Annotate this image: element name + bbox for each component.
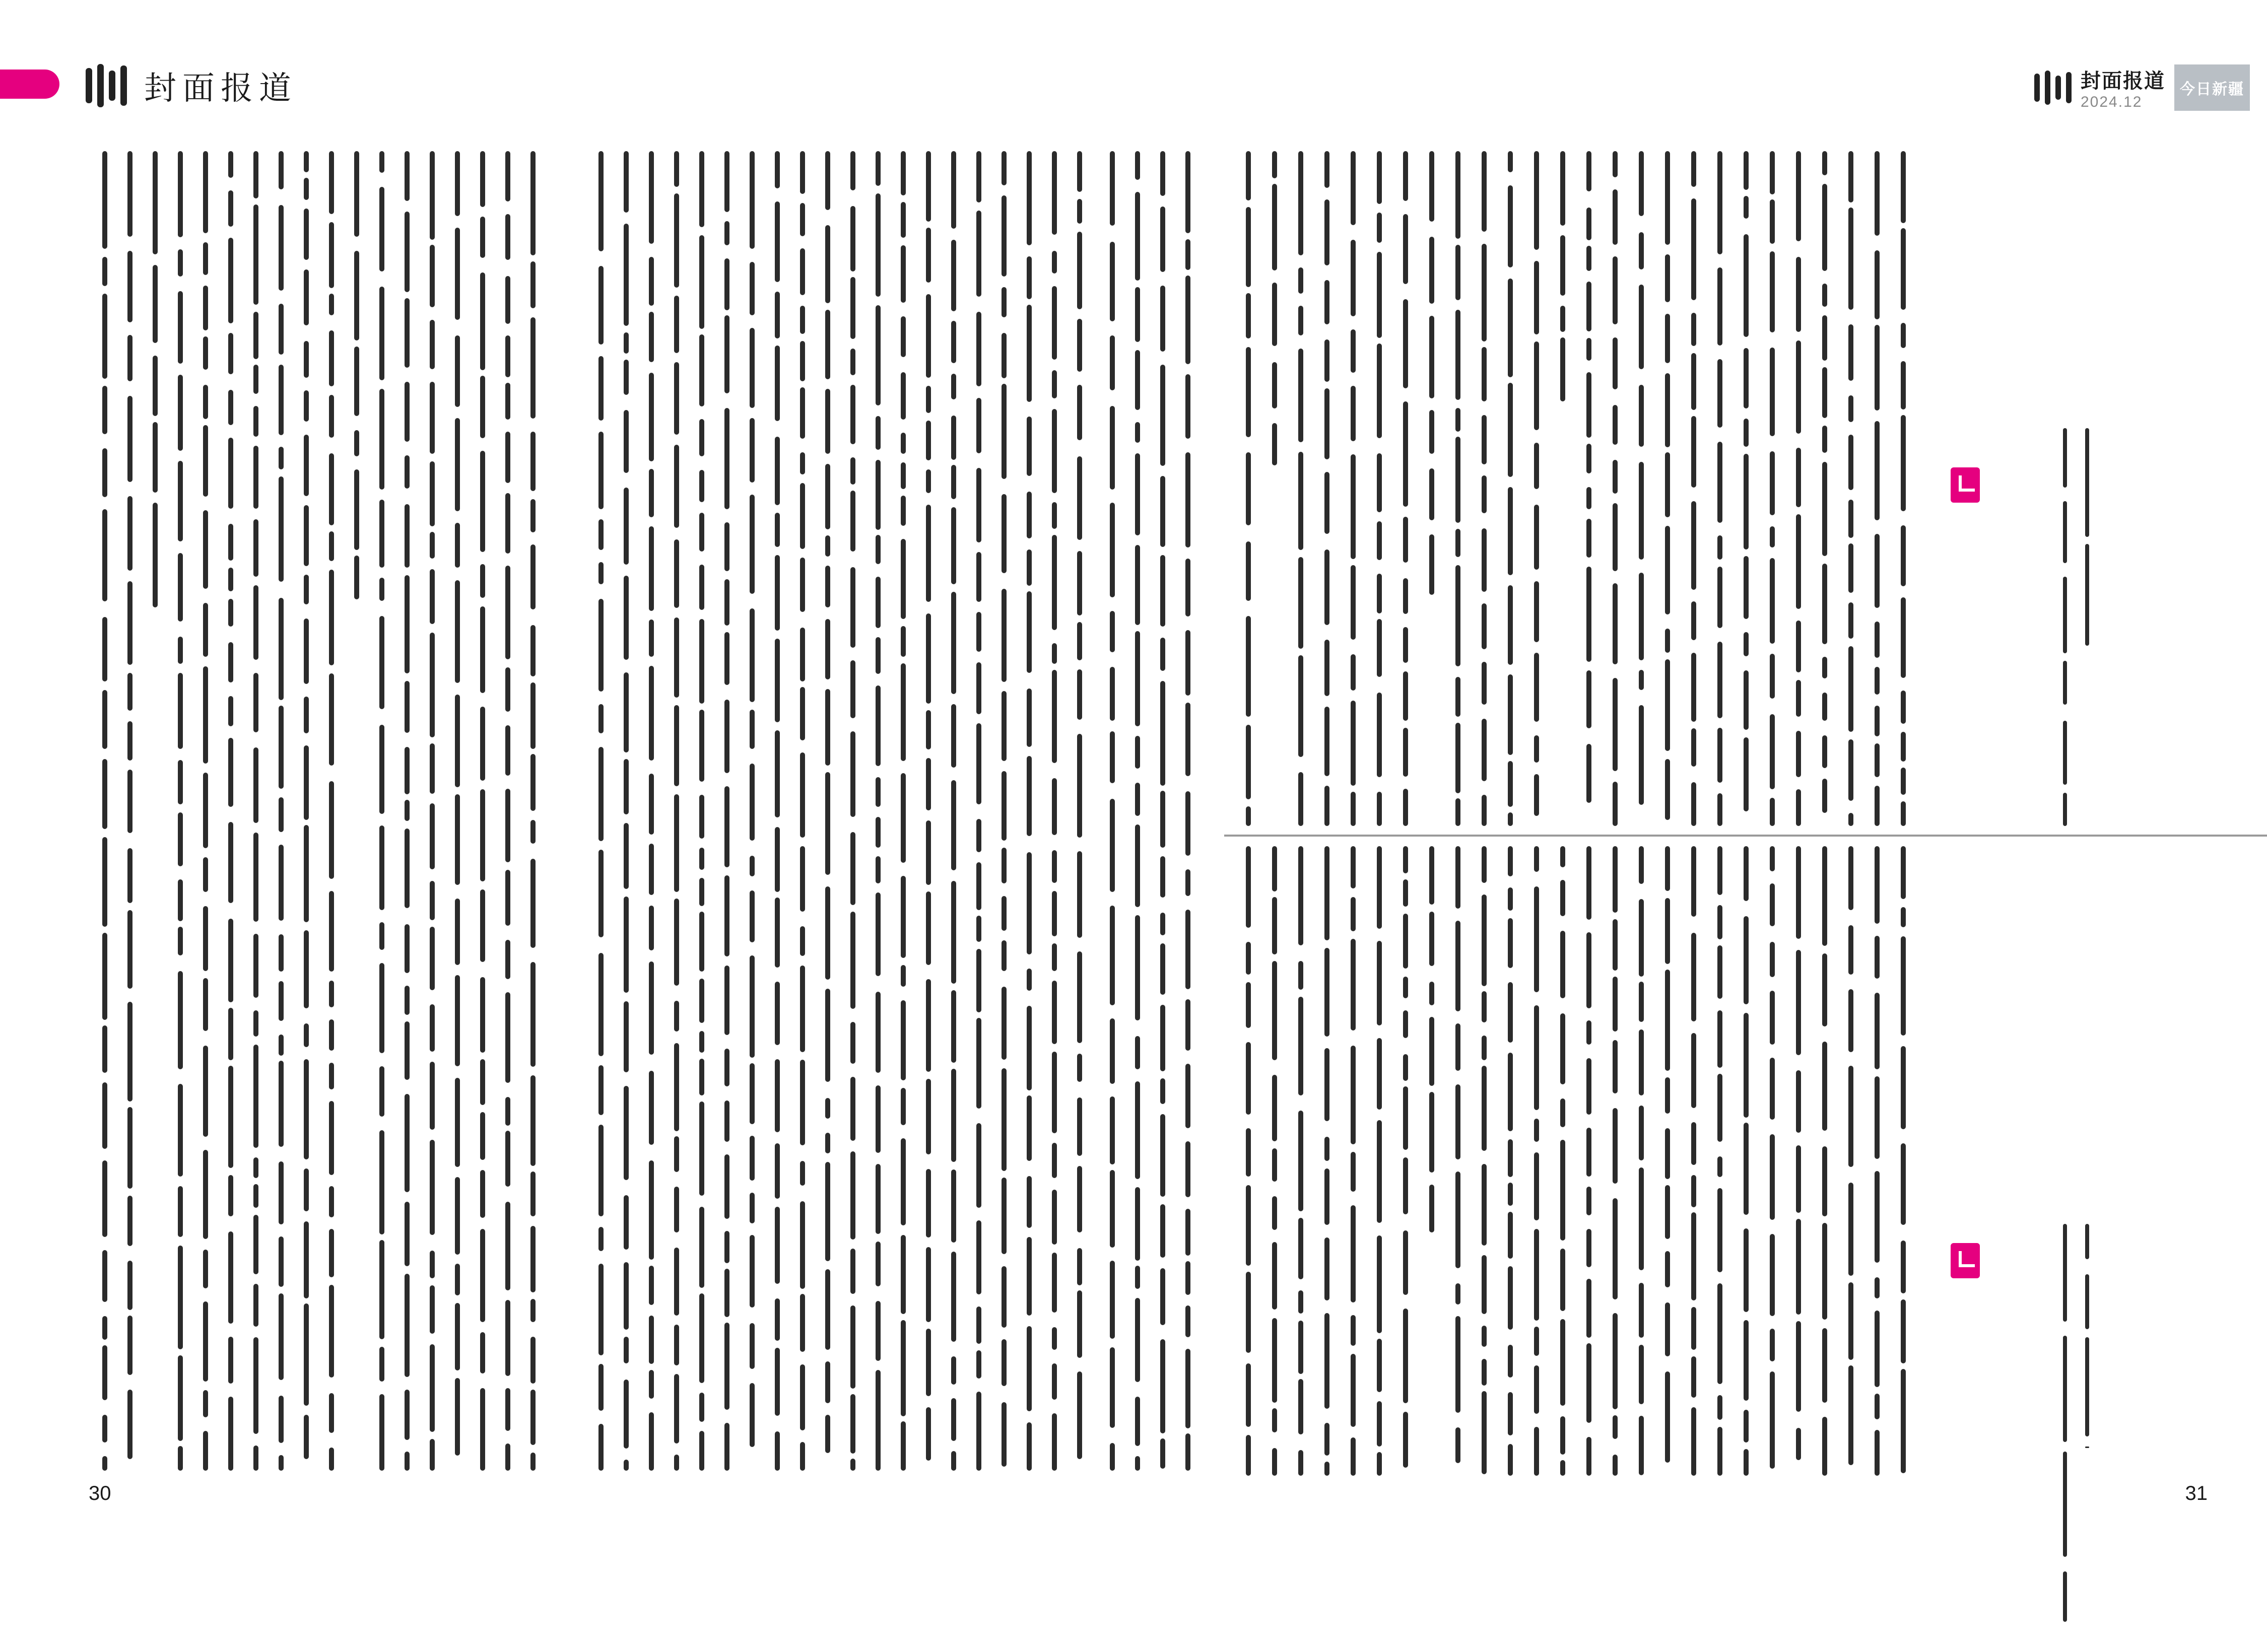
text-line: [252, 151, 260, 1471]
text-line: [1637, 846, 1645, 1476]
text-line: [277, 151, 285, 1471]
right-page-header: [2034, 64, 2250, 111]
text-line: [1025, 151, 1033, 1471]
text-line: [1402, 151, 1410, 826]
text-line: [1847, 151, 1855, 826]
text-line: [1559, 151, 1567, 826]
text-line: [1375, 846, 1383, 1476]
text-line: [1768, 846, 1776, 1476]
text-line: [647, 151, 655, 1471]
text-line: [924, 151, 932, 1471]
left-page-column-2: [597, 151, 1101, 1471]
text-line: [1297, 846, 1305, 1476]
text-line: [673, 151, 681, 1471]
caption-text-line: [2061, 1199, 2069, 1652]
section-tab-mark: [0, 70, 59, 99]
text-line: [1899, 846, 1907, 1476]
text-line: [1637, 151, 1645, 826]
text-line: [1690, 151, 1698, 826]
text-line: [622, 151, 630, 1471]
text-line: [1742, 151, 1750, 826]
text-line: [302, 151, 310, 1471]
caption-text-line: [2084, 1199, 2091, 1652]
text-line: [378, 151, 386, 1471]
text-line: [1873, 846, 1881, 1476]
issue-date: 2024.12: [2081, 93, 2143, 110]
caption-text-line: [2061, 403, 2069, 856]
text-line: [723, 151, 731, 1471]
text-line: [176, 151, 184, 1471]
text-line: [1428, 846, 1436, 1476]
text-line: [748, 151, 756, 1471]
text-line: [773, 151, 781, 1471]
text-line: [1611, 846, 1619, 1476]
text-line: [1271, 846, 1279, 1476]
text-line: [1742, 846, 1750, 1476]
text-line: [227, 151, 235, 1471]
column-divider: [1224, 835, 2267, 837]
text-line: [874, 151, 882, 1471]
text-line: [1184, 151, 1192, 1471]
text-line: [1899, 151, 1907, 826]
text-line: [1244, 151, 1252, 826]
mongolian-title-logo-icon: [2034, 70, 2072, 105]
caption-text-line: [2084, 403, 2091, 856]
text-line: [1375, 151, 1383, 826]
text-line: [1532, 151, 1541, 826]
text-line: [1349, 151, 1357, 826]
caption-end-mark-icon: [1951, 1243, 1980, 1278]
text-line: [1663, 846, 1672, 1476]
text-line: [1454, 151, 1462, 826]
photo-caption-bottom: [2046, 1199, 2102, 1652]
text-line: [1821, 151, 1829, 826]
text-line: [1506, 151, 1514, 826]
text-line: [1349, 846, 1357, 1476]
text-line: [327, 151, 336, 1471]
text-line: [529, 151, 537, 1471]
text-line: [428, 151, 436, 1471]
text-line: [151, 151, 159, 1471]
text-line: [1663, 151, 1672, 826]
photo-caption-top: [2046, 403, 2102, 856]
right-section-title: 封面报道: [2081, 68, 2165, 93]
text-line: [1244, 846, 1252, 1476]
text-line: [1134, 151, 1142, 1471]
left-page-column-3: [1108, 151, 1209, 1471]
text-line: [453, 151, 461, 1471]
text-line: [101, 151, 109, 1471]
text-line: [1297, 151, 1305, 826]
text-line: [1585, 846, 1593, 1476]
text-line: [1428, 151, 1436, 826]
right-page-column-bottom: [1244, 846, 1945, 1476]
text-line: [975, 151, 983, 1471]
text-line: [798, 151, 807, 1471]
right-page-column-top: [1244, 151, 1945, 826]
text-line: [1323, 846, 1331, 1476]
text-line: [1611, 151, 1619, 826]
text-line: [403, 151, 411, 1471]
text-line: [849, 151, 857, 1471]
text-line: [698, 151, 706, 1471]
text-line: [1076, 151, 1084, 1471]
text-line: [1454, 846, 1462, 1476]
text-line: [1821, 846, 1829, 1476]
left-section-title: 封面报道: [144, 70, 297, 107]
text-line: [504, 151, 512, 1471]
text-line: [1402, 846, 1410, 1476]
text-line: [1794, 846, 1803, 1476]
text-line: [1271, 151, 1279, 826]
text-line: [1559, 846, 1567, 1476]
text-line: [1873, 151, 1881, 826]
text-line: [950, 151, 958, 1471]
text-line: [1532, 846, 1541, 1476]
left-page-header: [86, 60, 297, 111]
text-line: [1480, 846, 1488, 1476]
magazine-logo-icon: 今日新疆: [2174, 64, 2250, 111]
issue-block: [2081, 65, 2165, 111]
text-line: [202, 151, 210, 1471]
text-line: [597, 151, 605, 1471]
text-line: [1108, 151, 1116, 1471]
text-line: [1768, 151, 1776, 826]
text-line: [1480, 151, 1488, 826]
caption-end-mark-icon: [1951, 467, 1980, 503]
text-line: [1716, 846, 1724, 1476]
text-line: [1050, 151, 1058, 1471]
mongolian-title-logo-icon: [86, 63, 127, 108]
text-line: [1506, 846, 1514, 1476]
text-line: [1847, 846, 1855, 1476]
text-line: [1716, 151, 1724, 826]
page-number-right: 31: [2185, 1482, 2208, 1504]
text-line: [353, 151, 361, 1471]
text-line: [824, 151, 832, 1471]
text-line: [1690, 846, 1698, 1476]
text-line: [479, 151, 487, 1471]
text-line: [899, 151, 907, 1471]
text-line: [1159, 151, 1167, 1471]
left-page-column-1: [101, 151, 559, 1471]
page-number-left: 30: [89, 1482, 111, 1504]
text-line: [1000, 151, 1008, 1471]
text-line: [1323, 151, 1331, 826]
text-line: [1794, 151, 1803, 826]
text-line: [1585, 151, 1593, 826]
text-line: [126, 151, 134, 1471]
